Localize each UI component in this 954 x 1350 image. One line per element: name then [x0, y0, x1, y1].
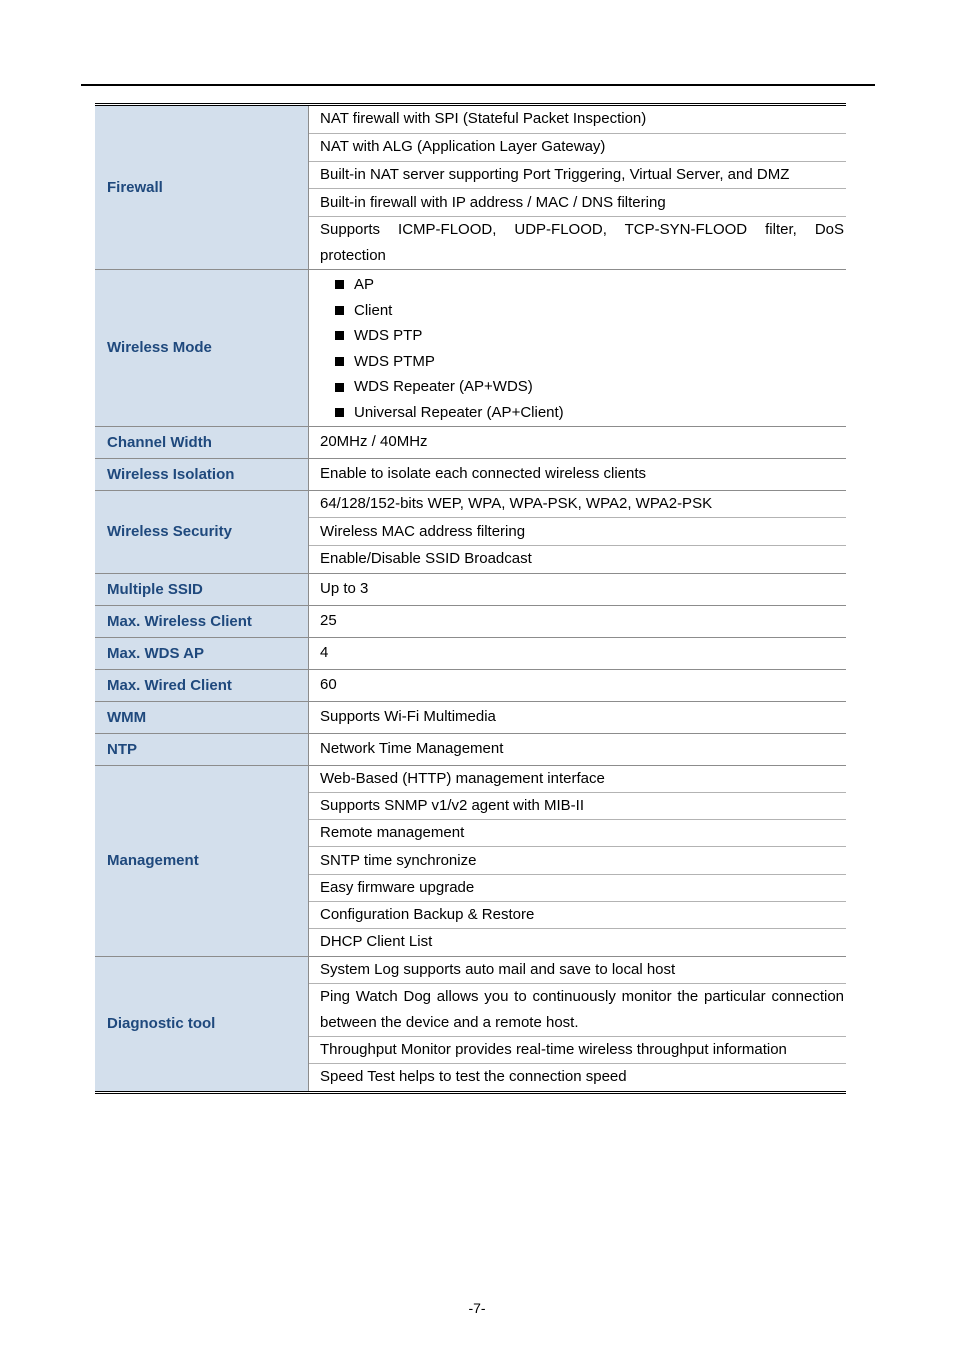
- spec-label: Multiple SSID: [95, 574, 309, 605]
- spec-label: Firewall: [95, 106, 309, 269]
- spec-value: Supports SNMP v1/v2 agent with MIB-II: [309, 793, 846, 820]
- spec-values: [309, 638, 846, 669]
- bullet-text: Universal Repeater (AP+Client): [354, 403, 564, 421]
- spec-value: Ping Watch Dog allows you to continuously monitor the particular connection between the device and a remote host.: [309, 984, 846, 1037]
- list-item: [335, 349, 846, 375]
- spec-value: Throughput Monitor provides real-time wireless throughput information: [309, 1037, 846, 1064]
- square-bullet-icon: [335, 280, 344, 289]
- spec-value: Network Time Management: [320, 740, 504, 758]
- spec-value: Built-in firewall with IP address / MAC / DNS filtering: [309, 189, 846, 217]
- spec-value: 20MHz / 40MHz: [320, 433, 428, 451]
- spec-value: Configuration Backup & Restore: [309, 902, 846, 929]
- bullet-list: [309, 270, 846, 426]
- spec-values: [309, 670, 846, 701]
- spec-label: Wireless Isolation: [95, 459, 309, 490]
- bullet-text: WDS PTMP: [354, 352, 435, 370]
- square-bullet-icon: [335, 331, 344, 340]
- spec-value: Enable/Disable SSID Broadcast: [320, 550, 532, 568]
- spec-value: NAT with ALG (Application Layer Gateway): [309, 134, 846, 162]
- spec-value: DHCP Client List: [320, 933, 433, 951]
- spec-value: 60: [320, 676, 337, 694]
- spec-values: [309, 106, 846, 269]
- spec-row: [95, 670, 846, 702]
- spec-row: [95, 734, 846, 766]
- spec-row: [95, 957, 846, 1091]
- spec-values: [309, 270, 846, 426]
- specification-table: [95, 103, 846, 1094]
- spec-value: Enable to isolate each connected wireless clients: [320, 465, 647, 483]
- spec-row: [95, 270, 846, 427]
- spec-value: Built-in NAT server supporting Port Triggering, Virtual Server, and DMZ: [309, 162, 846, 190]
- square-bullet-icon: [335, 408, 344, 417]
- list-item: [335, 323, 846, 349]
- spec-row: [95, 574, 846, 606]
- spec-value: 25: [320, 612, 337, 630]
- spec-row: [95, 459, 846, 491]
- spec-value: Web-Based (HTTP) management interface: [309, 766, 846, 793]
- spec-values: [309, 427, 846, 458]
- spec-row: [95, 606, 846, 638]
- spec-row: [95, 638, 846, 670]
- bullet-text: Client: [354, 301, 393, 319]
- spec-label: Management: [95, 766, 309, 956]
- spec-row: [95, 702, 846, 734]
- spec-value: Up to 3: [320, 580, 369, 598]
- spec-values: [309, 766, 846, 956]
- list-item: [335, 374, 846, 400]
- list-item: [335, 298, 846, 324]
- spec-values: [309, 606, 846, 637]
- spec-values: [309, 491, 846, 573]
- page-number: -7-: [468, 1300, 486, 1316]
- spec-value: Remote management: [309, 820, 846, 847]
- header-rule: [81, 84, 875, 86]
- spec-row: [95, 427, 846, 459]
- spec-values: [309, 702, 846, 733]
- square-bullet-icon: [335, 357, 344, 366]
- list-item: [335, 400, 846, 426]
- spec-value: System Log supports auto mail and save to local host: [309, 957, 846, 984]
- bullet-text: AP: [354, 276, 375, 293]
- spec-value: Supports ICMP-FLOOD, UDP-FLOOD, TCP-SYN-FLOOD filter, DoS protection: [320, 221, 844, 264]
- spec-row: [95, 491, 846, 574]
- spec-values: [309, 957, 846, 1091]
- spec-values: [309, 459, 846, 490]
- spec-label: Channel Width: [95, 427, 309, 458]
- spec-label: Wireless Security: [95, 491, 309, 573]
- spec-values: [309, 574, 846, 605]
- spec-label: Max. WDS AP: [95, 638, 309, 669]
- spec-label: Max. Wireless Client: [95, 606, 309, 637]
- list-item: [335, 272, 846, 298]
- bullet-text: WDS PTP: [354, 327, 423, 345]
- square-bullet-icon: [335, 383, 344, 392]
- spec-value: Easy firmware upgrade: [309, 875, 846, 902]
- spec-value: SNTP time synchronize: [309, 847, 846, 874]
- spec-label: Diagnostic tool: [95, 957, 309, 1091]
- bullet-text: WDS Repeater (AP+WDS): [354, 378, 533, 396]
- spec-value: NAT firewall with SPI (Stateful Packet Inspection): [309, 106, 846, 134]
- spec-label: WMM: [95, 702, 309, 733]
- spec-value: Wireless MAC address filtering: [309, 518, 846, 546]
- spec-label: Max. Wired Client: [95, 670, 309, 701]
- spec-value: Speed Test helps to test the connection speed: [320, 1068, 627, 1086]
- spec-row: [95, 766, 846, 957]
- spec-label: Wireless Mode: [95, 270, 309, 426]
- spec-value: 64/128/152-bits WEP, WPA, WPA-PSK, WPA2, WPA2-PSK: [309, 491, 846, 519]
- spec-row: [95, 106, 846, 270]
- spec-value: Supports Wi-Fi Multimedia: [320, 708, 496, 726]
- spec-value: 4: [320, 644, 329, 662]
- spec-values: [309, 734, 846, 765]
- square-bullet-icon: [335, 306, 344, 315]
- spec-label: NTP: [95, 734, 309, 765]
